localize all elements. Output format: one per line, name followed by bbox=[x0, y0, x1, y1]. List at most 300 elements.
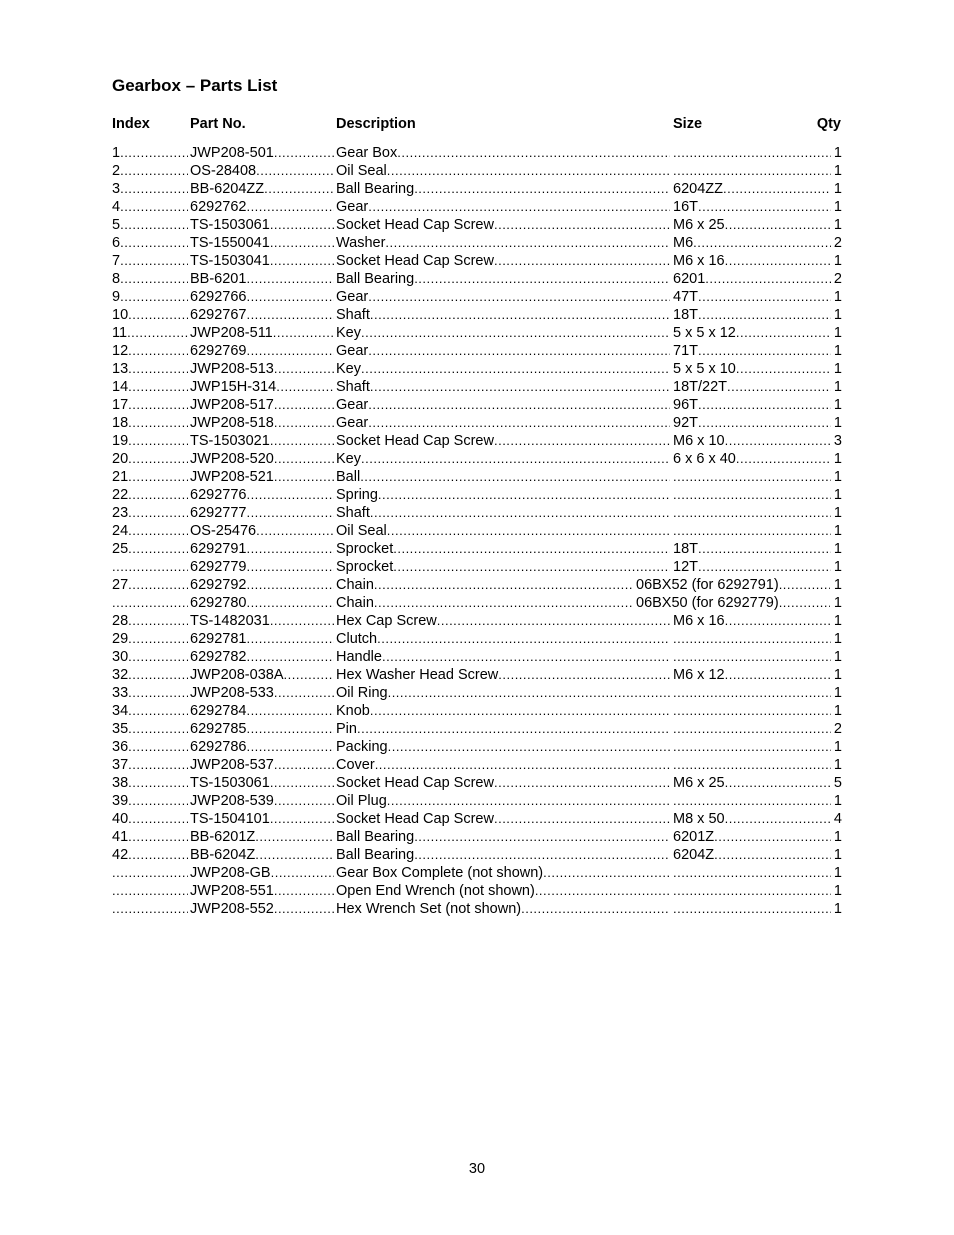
page-title: Gearbox – Parts List bbox=[112, 76, 278, 95]
dot-leader bbox=[270, 216, 334, 234]
cell-index bbox=[112, 630, 188, 648]
cell-size bbox=[673, 378, 831, 396]
cell-size bbox=[673, 216, 831, 234]
cell-qty bbox=[830, 234, 842, 252]
dot-leader bbox=[494, 774, 670, 792]
cell-part-no bbox=[190, 738, 334, 756]
cell-qty bbox=[830, 576, 842, 594]
cell-qty-text: 1 bbox=[833, 829, 842, 845]
dot-leader bbox=[246, 738, 334, 756]
cell-index-text: 28 bbox=[112, 613, 129, 629]
cell-size bbox=[673, 702, 831, 720]
cell-description-text: Chain bbox=[336, 595, 374, 611]
dot-leader bbox=[370, 702, 670, 720]
table-row bbox=[112, 594, 842, 612]
cell-index-text: 12 bbox=[112, 343, 129, 359]
cell-part-no-text: TS-1503061 bbox=[190, 217, 270, 233]
dot-leader bbox=[255, 828, 334, 846]
dot-leader bbox=[673, 504, 831, 522]
cell-size-text: 5 x 5 x 10 bbox=[673, 361, 736, 377]
cell-index-text: 40 bbox=[112, 811, 129, 827]
dot-leader bbox=[388, 738, 670, 756]
table-row bbox=[112, 396, 842, 414]
cell-qty bbox=[830, 810, 842, 828]
cell-part-no bbox=[190, 774, 334, 792]
dot-leader bbox=[256, 522, 334, 540]
dot-leader bbox=[255, 846, 334, 864]
dot-leader bbox=[120, 270, 188, 288]
cell-qty bbox=[830, 504, 842, 522]
dot-leader bbox=[246, 540, 334, 558]
cell-qty-text: 1 bbox=[833, 667, 842, 683]
cell-description bbox=[336, 342, 670, 360]
cell-description-text: Socket Head Cap Screw bbox=[336, 253, 494, 269]
cell-qty-text: 2 bbox=[833, 235, 842, 251]
cell-index bbox=[112, 378, 188, 396]
cell-part-no bbox=[190, 594, 334, 612]
table-row bbox=[112, 450, 842, 468]
cell-index-text: 11 bbox=[112, 325, 128, 341]
dot-leader bbox=[246, 504, 334, 522]
dot-leader bbox=[274, 414, 334, 432]
cell-index-text: 35 bbox=[112, 721, 129, 737]
cell-description bbox=[336, 162, 670, 180]
dot-leader bbox=[273, 324, 334, 342]
cell-qty bbox=[830, 378, 842, 396]
cell-index-text: 14 bbox=[112, 379, 129, 395]
table-row bbox=[112, 756, 842, 774]
cell-index-text: 8 bbox=[112, 271, 121, 287]
cell-description bbox=[336, 900, 670, 918]
cell-description-text: Ball bbox=[336, 469, 361, 485]
dot-leader bbox=[378, 486, 670, 504]
cell-description-text: Shaft bbox=[336, 379, 370, 395]
dot-leader bbox=[360, 468, 670, 486]
cell-qty-text: 1 bbox=[833, 631, 842, 647]
cell-qty bbox=[830, 414, 842, 432]
dot-leader bbox=[128, 576, 188, 594]
dot-leader bbox=[128, 612, 188, 630]
cell-part-no-text: JWP208-517 bbox=[190, 397, 274, 413]
cell-part-no bbox=[190, 378, 334, 396]
cell-part-no bbox=[190, 486, 334, 504]
table-row bbox=[112, 558, 842, 576]
cell-index bbox=[112, 594, 188, 612]
cell-part-no-text: 6292785 bbox=[190, 721, 247, 737]
cell-part-no bbox=[190, 306, 334, 324]
dot-leader bbox=[128, 342, 188, 360]
cell-size-text: M6 bbox=[673, 235, 694, 251]
dot-leader bbox=[370, 378, 670, 396]
column-header-part-no: Part No. bbox=[190, 116, 246, 132]
cell-index-text: 5 bbox=[112, 217, 121, 233]
cell-description-text: Gear bbox=[336, 289, 369, 305]
cell-size-text: M8 x 50 bbox=[673, 811, 725, 827]
cell-qty bbox=[830, 216, 842, 234]
table-row bbox=[112, 306, 842, 324]
cell-part-no-text: 6292767 bbox=[190, 307, 247, 323]
cell-qty-text: 1 bbox=[833, 145, 842, 161]
cell-size bbox=[673, 540, 831, 558]
cell-size bbox=[673, 486, 831, 504]
cell-part-no bbox=[190, 216, 334, 234]
table-row bbox=[112, 810, 842, 828]
cell-qty bbox=[830, 792, 842, 810]
cell-size bbox=[673, 558, 831, 576]
cell-description bbox=[336, 630, 670, 648]
dot-leader bbox=[274, 144, 334, 162]
table-row bbox=[112, 144, 842, 162]
cell-description bbox=[336, 882, 670, 900]
cell-index bbox=[112, 900, 188, 918]
cell-index bbox=[112, 198, 188, 216]
dot-leader bbox=[374, 594, 632, 612]
cell-description-text: Key bbox=[336, 451, 361, 467]
table-row bbox=[112, 522, 842, 540]
dot-leader bbox=[128, 738, 188, 756]
cell-description bbox=[336, 378, 670, 396]
table-row bbox=[112, 828, 842, 846]
cell-qty bbox=[830, 846, 842, 864]
cell-qty-text: 1 bbox=[833, 487, 842, 503]
cell-qty bbox=[830, 450, 842, 468]
dot-leader bbox=[246, 576, 334, 594]
cell-description-text: Hex Wrench Set (not shown) bbox=[336, 901, 522, 917]
cell-part-no bbox=[190, 756, 334, 774]
cell-index-text: 42 bbox=[112, 847, 129, 863]
dot-leader bbox=[673, 648, 831, 666]
cell-part-no bbox=[190, 558, 334, 576]
cell-size bbox=[673, 306, 831, 324]
column-header-description: Description bbox=[336, 116, 416, 132]
dot-leader bbox=[725, 216, 831, 234]
cell-index-text: 36 bbox=[112, 739, 129, 755]
cell-size bbox=[673, 774, 831, 792]
cell-qty-text: 1 bbox=[833, 793, 842, 809]
dot-leader bbox=[128, 378, 188, 396]
cell-size-text: 92T bbox=[673, 415, 698, 431]
dot-leader bbox=[727, 378, 831, 396]
cell-size-text: 06BX52 (for 6292791) bbox=[636, 577, 779, 593]
dot-leader bbox=[128, 432, 188, 450]
cell-part-no-text: JWP208-501 bbox=[190, 145, 274, 161]
cell-qty-text: 1 bbox=[833, 379, 842, 395]
cell-qty bbox=[830, 720, 842, 738]
cell-part-no bbox=[190, 666, 334, 684]
cell-size bbox=[673, 738, 831, 756]
cell-index-text: 19 bbox=[112, 433, 129, 449]
cell-index-text: 2 bbox=[112, 163, 121, 179]
dot-leader bbox=[714, 846, 831, 864]
cell-part-no bbox=[190, 162, 334, 180]
cell-index-text: 21 bbox=[112, 469, 129, 485]
cell-index-text: 32 bbox=[112, 667, 129, 683]
cell-index bbox=[112, 288, 188, 306]
cell-part-no bbox=[190, 576, 334, 594]
cell-size-text: 47T bbox=[673, 289, 698, 305]
cell-part-no-text: 6292776 bbox=[190, 487, 247, 503]
cell-size bbox=[673, 360, 831, 378]
dot-leader bbox=[246, 558, 334, 576]
cell-qty bbox=[830, 828, 842, 846]
cell-qty bbox=[830, 288, 842, 306]
cell-description-text: Sprocket bbox=[336, 559, 394, 575]
dot-leader bbox=[673, 738, 831, 756]
cell-index bbox=[112, 324, 188, 342]
dot-leader bbox=[368, 342, 670, 360]
cell-qty-text: 1 bbox=[833, 541, 842, 557]
cell-description-text: Oil Seal bbox=[336, 523, 387, 539]
cell-description-text: Socket Head Cap Screw bbox=[336, 775, 494, 791]
cell-index bbox=[112, 468, 188, 486]
dot-leader bbox=[361, 360, 670, 378]
cell-part-no-text: JWP208-511 bbox=[190, 325, 273, 341]
dot-leader bbox=[274, 756, 334, 774]
dot-leader bbox=[128, 522, 188, 540]
cell-index bbox=[112, 810, 188, 828]
cell-size-text: 18T/22T bbox=[673, 379, 727, 395]
dot-leader bbox=[128, 540, 188, 558]
cell-size bbox=[673, 720, 831, 738]
table-row bbox=[112, 414, 842, 432]
cell-qty bbox=[830, 630, 842, 648]
cell-qty bbox=[830, 648, 842, 666]
cell-size bbox=[673, 612, 831, 630]
cell-description-text: Ball Bearing bbox=[336, 829, 415, 845]
dot-leader bbox=[535, 882, 670, 900]
cell-description-text: Gear bbox=[336, 415, 369, 431]
cell-size bbox=[673, 810, 831, 828]
cell-part-no-text: 6292766 bbox=[190, 289, 247, 305]
dot-leader bbox=[374, 576, 632, 594]
table-row bbox=[112, 612, 842, 630]
cell-part-no bbox=[190, 288, 334, 306]
cell-qty bbox=[830, 432, 842, 450]
dot-leader bbox=[375, 756, 670, 774]
cell-qty-text: 2 bbox=[833, 271, 842, 287]
cell-size bbox=[673, 396, 831, 414]
cell-qty bbox=[830, 468, 842, 486]
dot-leader bbox=[274, 468, 334, 486]
cell-index bbox=[112, 558, 188, 576]
table-row bbox=[112, 864, 842, 882]
cell-description-text: Gear bbox=[336, 199, 369, 215]
dot-leader bbox=[274, 450, 334, 468]
dot-leader bbox=[128, 504, 188, 522]
cell-index bbox=[112, 450, 188, 468]
dot-leader bbox=[128, 396, 188, 414]
dot-leader bbox=[120, 252, 188, 270]
cell-part-no-text: 6292777 bbox=[190, 505, 247, 521]
cell-index bbox=[112, 414, 188, 432]
cell-qty-text: 1 bbox=[833, 415, 842, 431]
cell-index bbox=[112, 684, 188, 702]
cell-part-no bbox=[190, 522, 334, 540]
cell-index-text: 17 bbox=[112, 397, 129, 413]
dot-leader bbox=[387, 522, 670, 540]
dot-leader bbox=[698, 414, 831, 432]
dot-leader bbox=[498, 666, 670, 684]
table-row bbox=[112, 360, 842, 378]
dot-leader bbox=[673, 756, 831, 774]
cell-description bbox=[336, 486, 670, 504]
cell-size bbox=[673, 864, 831, 882]
dot-leader bbox=[494, 252, 670, 270]
cell-index bbox=[112, 162, 188, 180]
cell-description-text: Handle bbox=[336, 649, 382, 665]
dot-leader bbox=[414, 180, 670, 198]
cell-description bbox=[336, 324, 670, 342]
dot-leader bbox=[673, 522, 831, 540]
cell-qty bbox=[830, 558, 842, 576]
cell-description bbox=[336, 684, 670, 702]
table-row bbox=[112, 648, 842, 666]
cell-description-text: Gear Box bbox=[336, 145, 398, 161]
cell-description bbox=[336, 306, 670, 324]
dot-leader bbox=[112, 900, 188, 918]
cell-size bbox=[673, 900, 831, 918]
cell-index-text: 3 bbox=[112, 181, 121, 197]
dot-leader bbox=[673, 144, 831, 162]
cell-description bbox=[336, 576, 632, 594]
cell-size-text: 6201Z bbox=[673, 829, 715, 845]
cell-qty bbox=[830, 360, 842, 378]
dot-leader bbox=[128, 450, 188, 468]
cell-size-text: M6 x 10 bbox=[673, 433, 725, 449]
dot-leader bbox=[274, 900, 334, 918]
cell-part-no-text: TS-1550041 bbox=[190, 235, 270, 251]
cell-description-text: Key bbox=[336, 325, 361, 341]
cell-qty-text: 1 bbox=[833, 523, 842, 539]
dot-leader bbox=[274, 360, 334, 378]
cell-description-text: Washer bbox=[336, 235, 386, 251]
cell-index-text: 38 bbox=[112, 775, 129, 791]
cell-part-no bbox=[190, 432, 334, 450]
dot-leader bbox=[714, 828, 831, 846]
dot-leader bbox=[128, 414, 188, 432]
cell-part-no-text: JWP208-533 bbox=[190, 685, 274, 701]
dot-leader bbox=[521, 900, 670, 918]
cell-qty-text: 1 bbox=[833, 865, 842, 881]
cell-description-text: Packing bbox=[336, 739, 388, 755]
cell-size-text: 6 x 6 x 40 bbox=[673, 451, 736, 467]
cell-qty-text: 1 bbox=[833, 757, 842, 773]
cell-qty-text: 1 bbox=[833, 253, 842, 269]
cell-index bbox=[112, 720, 188, 738]
cell-description bbox=[336, 846, 670, 864]
cell-description bbox=[336, 540, 670, 558]
cell-size bbox=[673, 342, 831, 360]
cell-part-no bbox=[190, 900, 334, 918]
cell-size bbox=[673, 468, 831, 486]
cell-part-no bbox=[190, 414, 334, 432]
dot-leader bbox=[246, 594, 334, 612]
dot-leader bbox=[698, 558, 831, 576]
cell-index bbox=[112, 702, 188, 720]
dot-leader bbox=[388, 684, 670, 702]
dot-leader bbox=[112, 594, 188, 612]
dot-leader bbox=[736, 450, 831, 468]
cell-part-no-text: TS-1503021 bbox=[190, 433, 270, 449]
dot-leader bbox=[368, 414, 670, 432]
cell-index bbox=[112, 648, 188, 666]
cell-description bbox=[336, 594, 632, 612]
cell-size bbox=[673, 648, 831, 666]
cell-qty-text: 1 bbox=[833, 397, 842, 413]
cell-index-text: 13 bbox=[112, 361, 129, 377]
cell-description bbox=[336, 666, 670, 684]
cell-part-no-text: JWP208-513 bbox=[190, 361, 274, 377]
dot-leader bbox=[361, 450, 670, 468]
dot-leader bbox=[270, 774, 334, 792]
table-row bbox=[112, 738, 842, 756]
table-row bbox=[112, 180, 842, 198]
cell-description-text: Oil Plug bbox=[336, 793, 387, 809]
dot-leader bbox=[698, 540, 831, 558]
dot-leader bbox=[128, 792, 188, 810]
cell-description-text: Knob bbox=[336, 703, 370, 719]
cell-description bbox=[336, 234, 670, 252]
cell-index-text: 20 bbox=[112, 451, 129, 467]
cell-index bbox=[112, 882, 188, 900]
cell-part-no bbox=[190, 324, 334, 342]
cell-qty-text: 1 bbox=[833, 181, 842, 197]
cell-qty bbox=[830, 342, 842, 360]
dot-leader bbox=[270, 234, 334, 252]
cell-description-text: Shaft bbox=[336, 505, 370, 521]
table-row bbox=[112, 234, 842, 252]
cell-index-text: 6 bbox=[112, 235, 121, 251]
parts-list bbox=[112, 144, 842, 918]
cell-size-text: 6204ZZ bbox=[673, 181, 723, 197]
dot-leader bbox=[725, 432, 831, 450]
cell-qty-text: 1 bbox=[833, 739, 842, 755]
cell-part-no bbox=[190, 180, 334, 198]
cell-size-text: M6 x 12 bbox=[673, 667, 725, 683]
dot-leader bbox=[112, 864, 188, 882]
dot-leader bbox=[673, 792, 831, 810]
cell-index bbox=[112, 252, 188, 270]
dot-leader bbox=[673, 720, 831, 738]
cell-index bbox=[112, 540, 188, 558]
cell-description bbox=[336, 396, 670, 414]
cell-size bbox=[673, 450, 831, 468]
cell-index bbox=[112, 234, 188, 252]
cell-qty-text: 3 bbox=[833, 433, 842, 449]
table-row bbox=[112, 900, 842, 918]
cell-description bbox=[336, 702, 670, 720]
cell-description bbox=[336, 828, 670, 846]
dot-leader bbox=[361, 324, 670, 342]
dot-leader bbox=[673, 162, 831, 180]
dot-leader bbox=[387, 792, 670, 810]
table-row bbox=[112, 846, 842, 864]
dot-leader bbox=[779, 594, 830, 612]
cell-size bbox=[673, 756, 831, 774]
dot-leader bbox=[246, 270, 334, 288]
cell-index-text: 34 bbox=[112, 703, 129, 719]
cell-index-text: 23 bbox=[112, 505, 129, 521]
cell-part-no-text: BB-6201 bbox=[190, 271, 247, 287]
cell-size-text: 18T bbox=[673, 541, 698, 557]
dot-leader bbox=[725, 612, 831, 630]
cell-size bbox=[673, 432, 831, 450]
cell-size-text: 5 x 5 x 12 bbox=[673, 325, 736, 341]
dot-leader bbox=[246, 306, 334, 324]
dot-leader bbox=[385, 234, 670, 252]
dot-leader bbox=[437, 612, 670, 630]
dot-leader bbox=[128, 486, 188, 504]
